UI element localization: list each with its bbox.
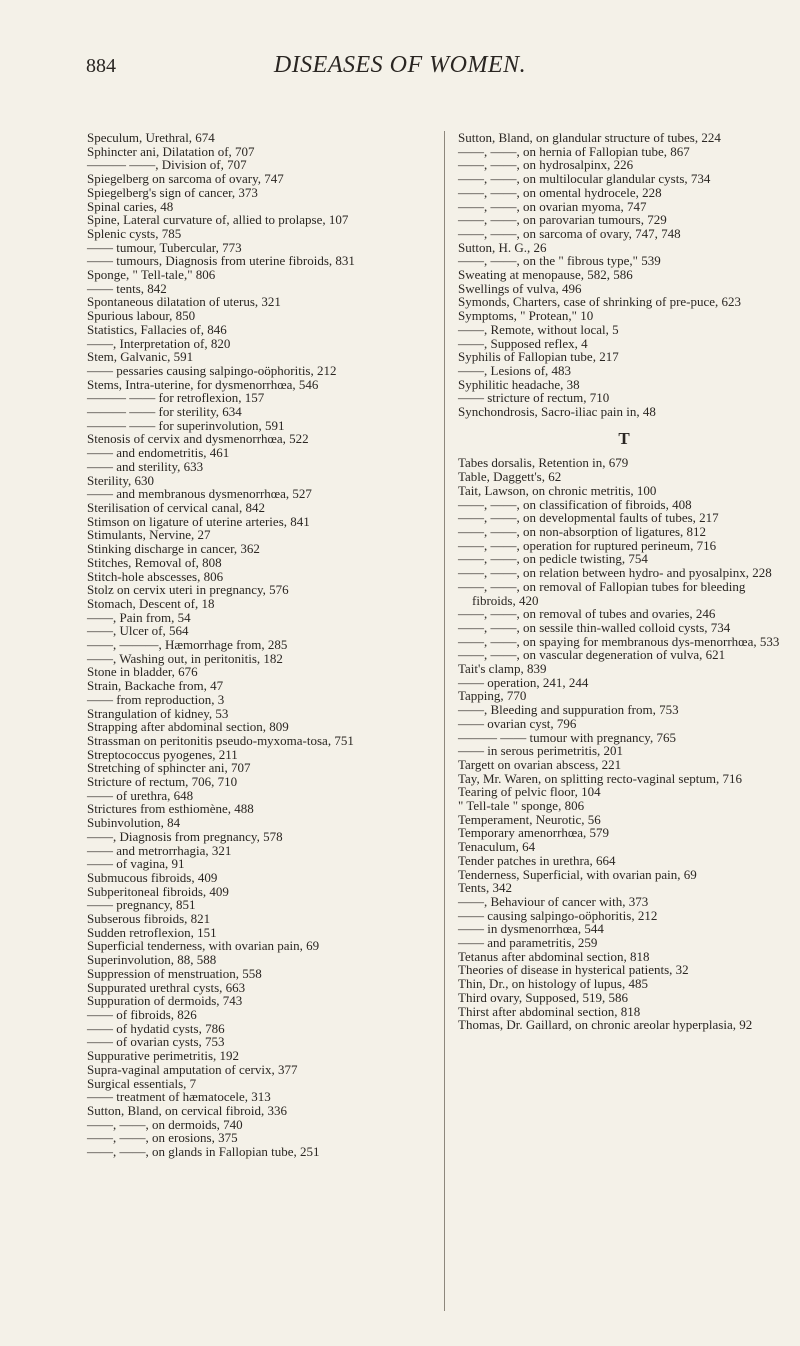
- index-entry: Submucous fibroids, 409: [87, 869, 218, 885]
- index-entry: Spiegelberg's sign of cancer, 373: [87, 184, 258, 200]
- index-entry: —— and membranous dysmenorrhœa, 527: [87, 486, 312, 502]
- index-entry: Sutton, Bland, on glandular structure of tubes, 224: [458, 130, 721, 145]
- index-entry: —— tumours, Diagnosis from uterine fibroids, 831: [87, 253, 355, 269]
- index-entry: Strassman on peritonitis pseudo-myxoma-tosa, 751: [87, 732, 354, 748]
- index-entry: ——— ——, Division of, 707: [87, 157, 247, 173]
- index-entry: Splenic cysts, 785: [87, 225, 182, 241]
- index-entry: ——, Pain from, 54: [87, 609, 191, 625]
- index-entry: —— of urethra, 648: [87, 787, 194, 803]
- index-entry: Stem, Galvanic, 591: [87, 349, 194, 365]
- index-entry: Subinvolution, 84: [87, 815, 181, 831]
- index-entry: ——, ——, on hernia of Fallopian tube, 867: [458, 143, 690, 159]
- index-entry: Temperament, Neurotic, 56: [458, 811, 601, 827]
- index-entry: Sudden retroflexion, 151: [87, 924, 217, 940]
- index-entry: Suppurated urethral cysts, 663: [87, 979, 246, 995]
- index-entry: ——, ——, on pedicle twisting, 754: [458, 551, 648, 567]
- index-entry: ——, Ulcer of, 564: [87, 623, 189, 639]
- index-entry: ——, ——, on erosions, 375: [87, 1130, 238, 1146]
- index-entry: Stinking discharge in cancer, 362: [87, 541, 260, 557]
- index-entry: Suppurative perimetritis, 192: [87, 1048, 240, 1064]
- index-entry: Stenosis of cervix and dysmenorrhœa, 522: [87, 431, 309, 447]
- index-entry: Sterilisation of cervical canal, 842: [87, 499, 265, 515]
- index-entry: Spurious labour, 850: [87, 308, 196, 324]
- index-entry: Swellings of vulva, 496: [458, 280, 582, 296]
- section-letter: T: [618, 428, 630, 448]
- index-entry: Theories of disease in hysterical patients, 32: [458, 962, 689, 978]
- index-entry: Symonds, Charters, case of shrinking of pre-puce, 623: [458, 294, 742, 310]
- index-entry: —— and parametritis, 259: [458, 935, 598, 951]
- index-entry: Syphilis of Fallopian tube, 217: [458, 349, 619, 365]
- index-entry: ——, ——, on glands in Fallopian tube, 251: [87, 1144, 320, 1160]
- index-entry: Surgical essentials, 7: [87, 1075, 197, 1091]
- index-entry: Synchondrosis, Sacro-iliac pain in, 48: [458, 404, 656, 420]
- index-entry: Tapping, 770: [458, 688, 527, 704]
- index-entry: ——, Diagnosis from pregnancy, 578: [87, 828, 283, 844]
- index-entry: ——, ——, on developmental faults of tubes, 217: [458, 510, 719, 526]
- index-entry: ——, ——, on spaying for membranous dys-menorrhœa, 533: [458, 633, 780, 649]
- index-entry: ——, ——, on omental hydrocele, 228: [458, 184, 662, 200]
- index-entry: ——, Lesions of, 483: [458, 362, 572, 378]
- index-entry: Tait's clamp, 839: [458, 661, 547, 677]
- index-entry: —— and metrorrhagia, 321: [87, 842, 232, 858]
- index-entry: Symptoms, " Protean," 10: [458, 308, 594, 324]
- index-entry: ——, ——, on hydrosalpinx, 226: [458, 157, 634, 173]
- index-entry: —— from reproduction, 3: [87, 691, 225, 707]
- index-entry: ——, Interpretation of, 820: [87, 335, 231, 351]
- index-entry: Subserous fibroids, 821: [87, 911, 211, 927]
- index-entry: ——, ——, on removal of Fallopian tubes for bleeding fibroids, 420: [458, 578, 746, 608]
- index-entry: Stone in bladder, 676: [87, 664, 198, 680]
- running-title: DISEASES OF WOMEN.: [273, 52, 527, 78]
- index-entry: Syphilitic headache, 38: [458, 376, 580, 392]
- index-entry: ——, ——, on non-absorption of ligatures, 812: [458, 523, 707, 539]
- index-entry: Strangulation of kidney, 53: [87, 705, 229, 721]
- index-entry: Suppression of menstruation, 558: [87, 965, 262, 981]
- index-entry: ——— —— tumour with pregnancy, 765: [458, 729, 676, 745]
- column-divider: [444, 131, 445, 1311]
- index-column-left: [87, 131, 419, 1159]
- index-entry: Stitches, Removal of, 808: [87, 554, 222, 570]
- index-column-right: [458, 131, 790, 1032]
- index-entry: —— tents, 842: [87, 280, 167, 296]
- index-entry: Tay, Mr. Waren, on splitting recto-vaginal septum, 716: [458, 770, 742, 786]
- index-entry: ——, Supposed reflex, 4: [458, 335, 588, 351]
- index-entry: ——, ——, operation for ruptured perineum, 716: [458, 537, 717, 553]
- index-entry: Sterility, 630: [87, 472, 155, 488]
- index-entry: —— of hydatid cysts, 786: [87, 1020, 225, 1036]
- index-entry: Tabes dorsalis, Retention in, 679: [458, 455, 629, 471]
- index-entry: Spontaneous dilatation of uterus, 321: [87, 294, 281, 310]
- index-entry: Tetanus after abdominal section, 818: [458, 948, 650, 964]
- index-entry: —— treatment of hæmatocele, 313: [87, 1089, 271, 1105]
- index-entry: ——, ——, on removal of tubes and ovaries, 246: [458, 606, 716, 622]
- index-entry: ——, ——, on sarcoma of ovary, 747, 748: [458, 225, 681, 241]
- index-entry: Tait, Lawson, on chronic metritis, 100: [458, 482, 657, 498]
- index-entry: ——— —— for retroflexion, 157: [87, 390, 265, 406]
- index-entry: Speculum, Urethral, 674: [87, 130, 215, 145]
- index-entry: Spine, Lateral curvature of, allied to prolapse, 107: [87, 212, 349, 228]
- index-entry: Suppuration of dermoids, 743: [87, 993, 243, 1009]
- index-entry: —— in dysmenorrhœa, 544: [458, 921, 604, 937]
- index-entry: Tearing of pelvic floor, 104: [458, 784, 601, 800]
- index-entry: —— ovarian cyst, 796: [458, 715, 577, 731]
- index-entry: Sweating at menopause, 582, 586: [458, 267, 633, 283]
- index-entry: Thin, Dr., on histology of lupus, 485: [458, 976, 648, 992]
- index-entry: ——, ——, on the " fibrous type," 539: [458, 253, 661, 269]
- index-entry: Supra-vaginal amputation of cervix, 377: [87, 1061, 298, 1077]
- index-entry: Thomas, Dr. Gaillard, on chronic areolar hyperplasia, 92: [458, 1017, 753, 1033]
- index-entry: Subperitoneal fibroids, 409: [87, 883, 229, 899]
- index-entry: —— and endometritis, 461: [87, 445, 230, 461]
- index-entry: —— in serous perimetritis, 201: [458, 743, 624, 759]
- index-entry: Temporary amenorrhœa, 579: [458, 825, 610, 841]
- index-entry: ——, Bleeding and suppuration from, 753: [458, 702, 679, 718]
- index-entry: Table, Daggett's, 62: [458, 469, 562, 485]
- index-entry: —— pessaries causing salpingo-oöphoritis, 212: [87, 362, 337, 378]
- index-entry: ——, ——, on parovarian tumours, 729: [458, 212, 667, 228]
- index-entry: Strapping after abdominal section, 809: [87, 719, 289, 735]
- index-entry: Stimulants, Nervine, 27: [87, 527, 211, 543]
- index-entry: Strain, Backache from, 47: [87, 678, 224, 694]
- index-entry: ——, Behaviour of cancer with, 373: [458, 893, 649, 909]
- index-entry: Superficial tenderness, with ovarian pain, 69: [87, 938, 320, 954]
- index-entry: —— causing salpingo-oöphoritis, 212: [458, 907, 658, 923]
- index-entry: —— of vagina, 91: [87, 856, 185, 872]
- index-entry: ——, ——, on multilocular glandular cysts, 734: [458, 171, 711, 187]
- index-entry: Statistics, Fallacies of, 846: [87, 321, 227, 337]
- index-entry: Tender patches in urethra, 664: [458, 852, 616, 868]
- index-entry: —— tumour, Tubercular, 773: [87, 239, 242, 255]
- index-entry: Spiegelberg on sarcoma of ovary, 747: [87, 171, 284, 187]
- index-entry: Stretching of sphincter ani, 707: [87, 760, 251, 776]
- index-entry: —— and sterility, 633: [87, 458, 204, 474]
- index-entry: Stomach, Descent of, 18: [87, 595, 215, 611]
- page-number: 884: [86, 55, 116, 77]
- index-entry: " Tell-tale " sponge, 806: [458, 798, 585, 814]
- index-entry: Stems, Intra-uterine, for dysmenorrhœa, 546: [87, 376, 319, 392]
- index-entry: Sutton, H. G., 26: [458, 239, 547, 255]
- index-entry: ——, ——, on relation between hydro- and pyosalpinx, 228: [458, 565, 772, 581]
- index-entry: Tenderness, Superficial, with ovarian pain, 69: [458, 866, 697, 882]
- index-entry: Stolz on cervix uteri in pregnancy, 576: [87, 582, 289, 598]
- index-entry: ——, ———, Hæmorrhage from, 285: [87, 637, 288, 653]
- running-header: [0, 52, 800, 82]
- index-entry: ——— —— for superinvolution, 591: [87, 417, 285, 433]
- index-entry: Stricture of rectum, 706, 710: [87, 774, 238, 790]
- index-entry: ——, ——, on dermoids, 740: [87, 1116, 243, 1132]
- index-entry: —— pregnancy, 851: [87, 897, 196, 913]
- index-entry: —— operation, 241, 244: [458, 674, 589, 690]
- index-entries-t: [458, 456, 790, 1032]
- index-entry: Targett on ovarian abscess, 221: [458, 756, 622, 772]
- index-entry: Strictures from esthiomène, 488: [87, 801, 254, 817]
- index-entries-s: [458, 131, 790, 419]
- index-entry: ——, ——, on ovarian myoma, 747: [458, 198, 647, 214]
- index-entry: Superinvolution, 88, 588: [87, 952, 217, 968]
- index-entry: Sutton, Bland, on cervical fibroid, 336: [87, 1102, 288, 1118]
- index-entry: Streptococcus pyogenes, 211: [87, 746, 238, 762]
- index-entry: Sponge, " Tell-tale," 806: [87, 267, 216, 283]
- index-entry: ——, ——, on sessile thin-walled colloid cysts, 734: [458, 619, 731, 635]
- index-entry: Stitch-hole abscesses, 806: [87, 568, 224, 584]
- index-entry: ——, ——, on vascular degeneration of vulva, 621: [458, 647, 726, 663]
- index-entry: ——— —— for sterility, 634: [87, 404, 242, 420]
- index-entry: Third ovary, Supposed, 519, 586: [458, 989, 628, 1005]
- index-entry: Sphincter ani, Dilatation of, 707: [87, 143, 255, 159]
- index-entry: —— stricture of rectum, 710: [458, 390, 610, 406]
- index-entry: Thirst after abdominal section, 818: [458, 1003, 641, 1019]
- index-entry: —— of ovarian cysts, 753: [87, 1034, 225, 1050]
- index-entry: ——, Remote, without local, 5: [458, 321, 619, 337]
- index-entry: Tenaculum, 64: [458, 839, 536, 855]
- index-entry: ——, Washing out, in peritonitis, 182: [87, 650, 283, 666]
- index-entry: Stimson on ligature of uterine arteries, 841: [87, 513, 310, 529]
- index-entry: Tents, 342: [458, 880, 512, 896]
- index-entry: Spinal caries, 48: [87, 198, 174, 214]
- index-entry: ——, ——, on classification of fibroids, 408: [458, 496, 692, 512]
- index-entry: —— of fibroids, 826: [87, 1007, 197, 1022]
